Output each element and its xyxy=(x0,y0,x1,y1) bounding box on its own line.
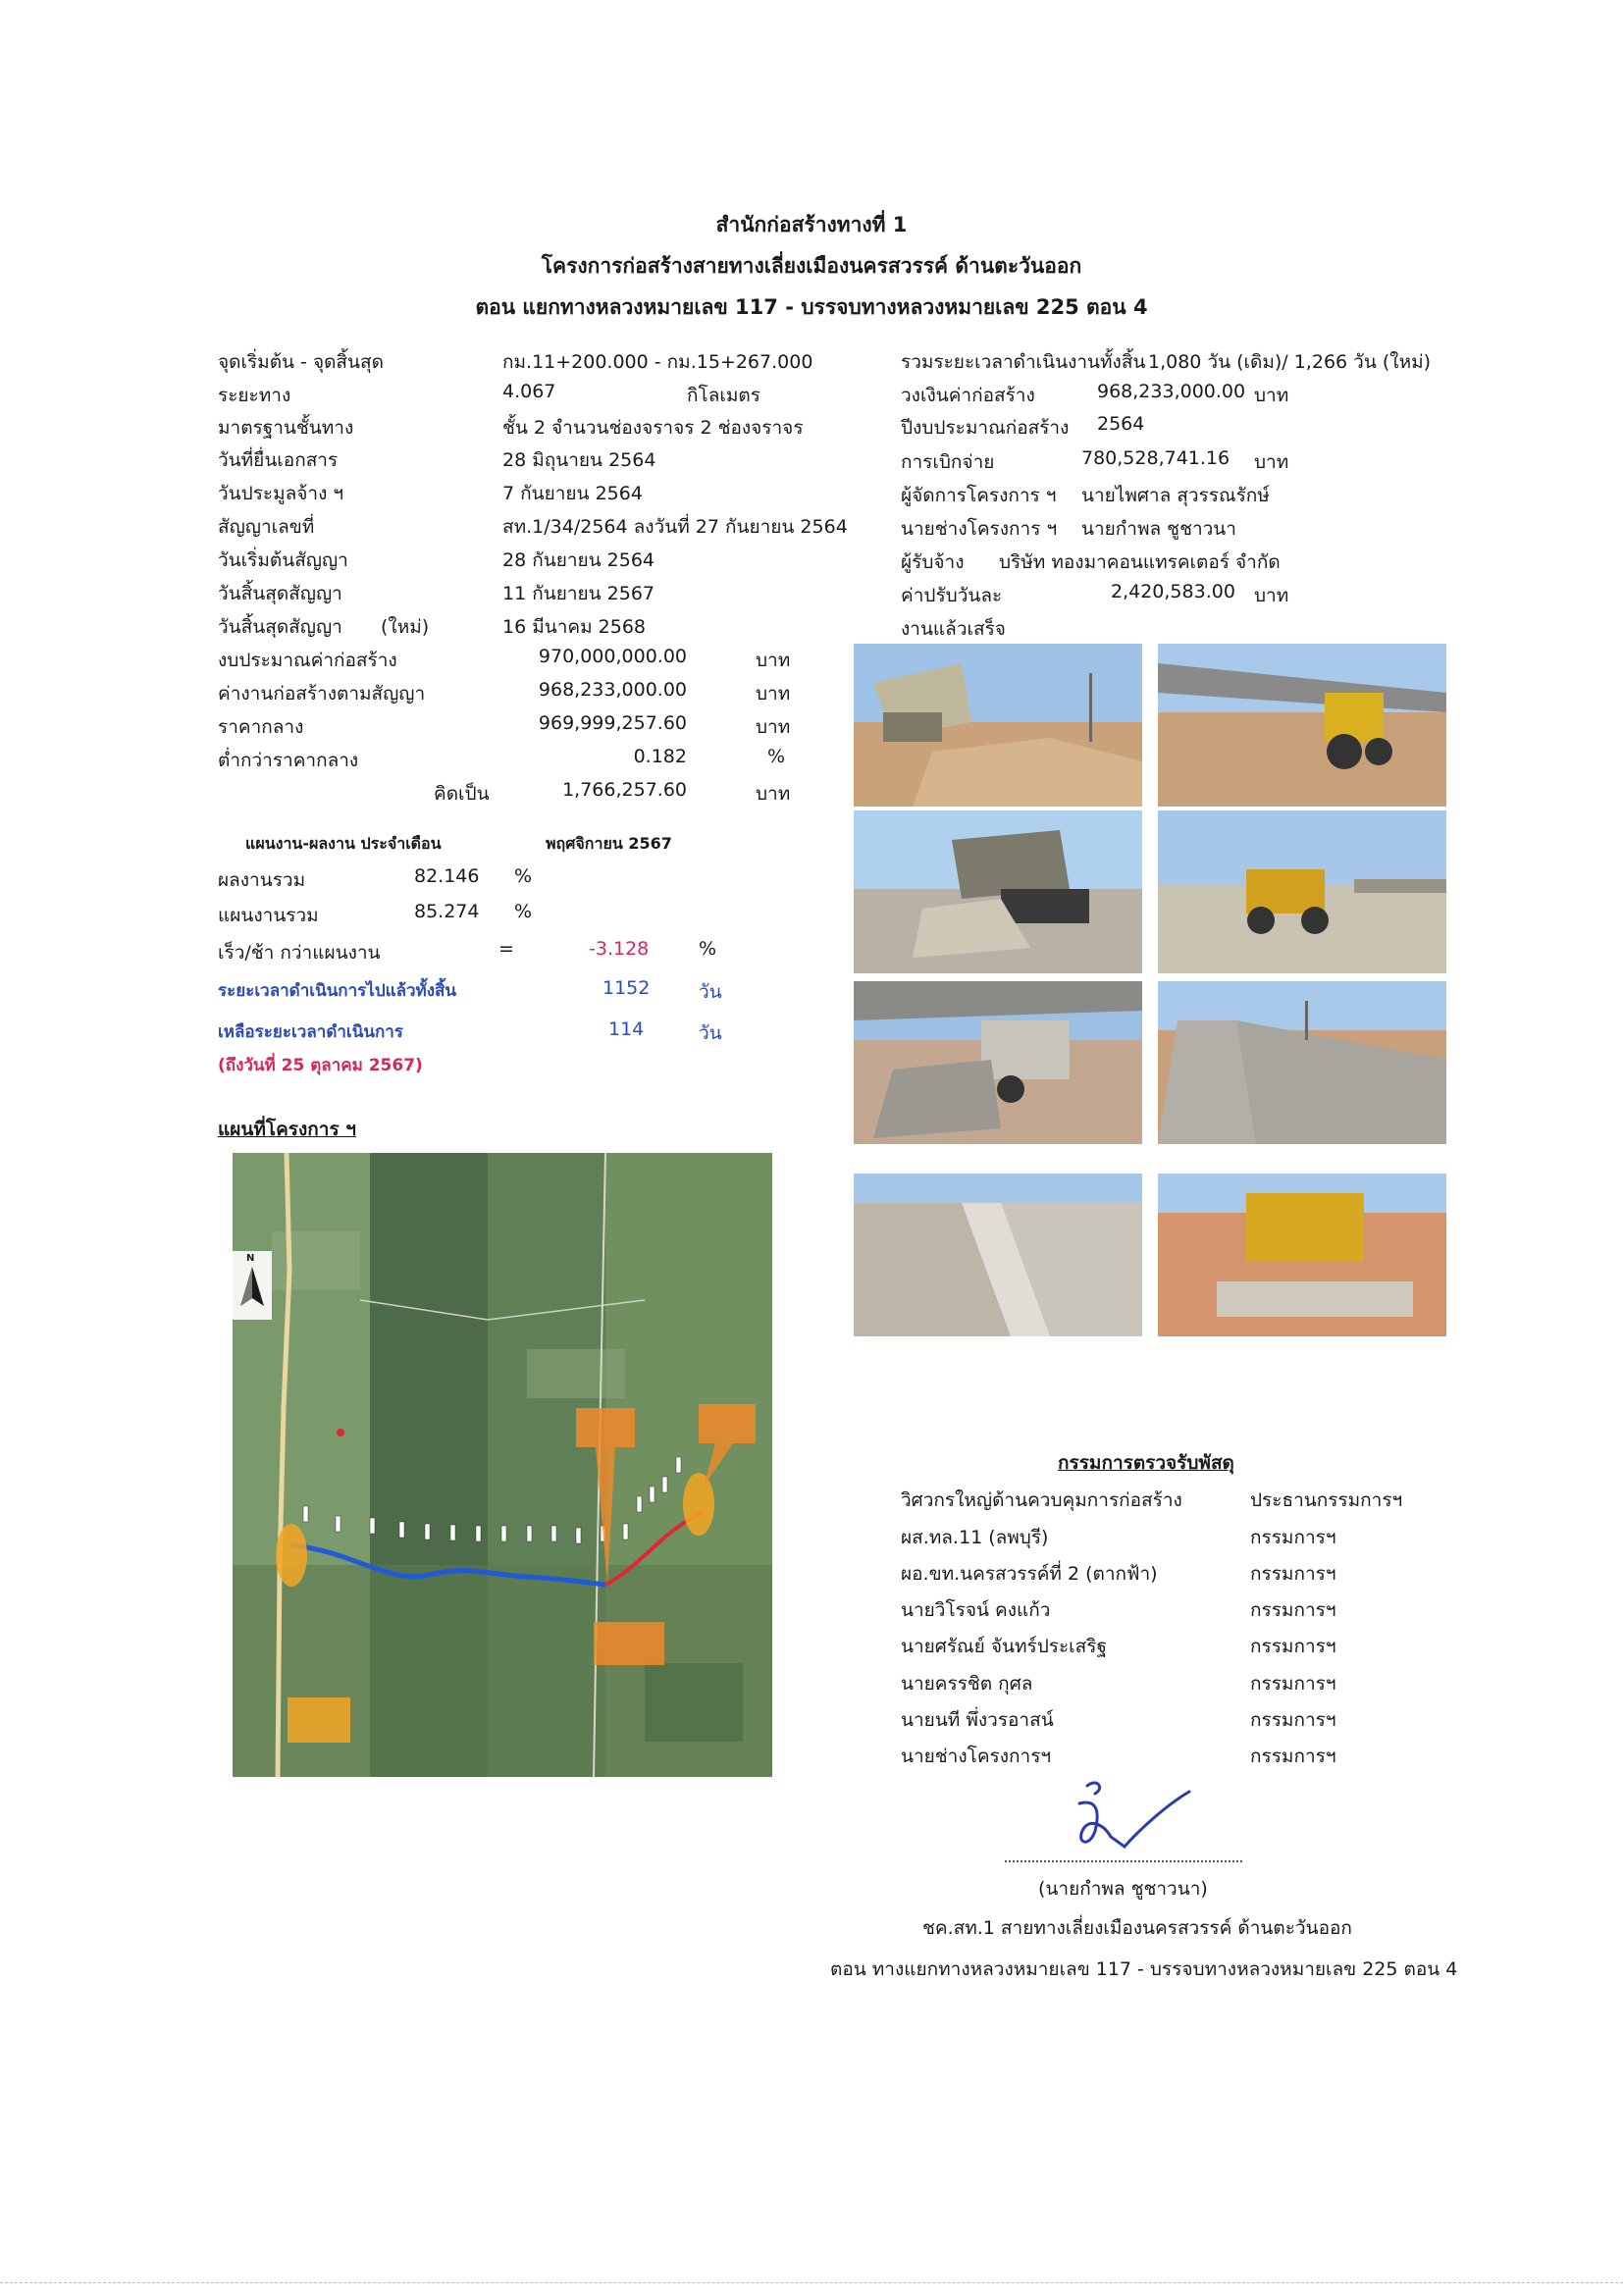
pm-value: นายไพศาล สุวรรณรักษ์ xyxy=(1081,485,1270,506)
construction-photo-8 xyxy=(1158,1174,1446,1336)
committee-role: กรรมการฯ xyxy=(1250,1527,1336,1548)
committee-member: วิศวกรใหญ่ด้านควบคุมการก่อสร้าง xyxy=(901,1489,1182,1511)
budget-label: งบประมาณค่าก่อสร้าง xyxy=(218,650,397,671)
committee-member: นายนที พึ่งวรอาสน์ xyxy=(901,1709,1054,1731)
as-of-date: (ถึงวันที่ 25 ตุลาคม 2567) xyxy=(218,1056,423,1075)
diff-value: -3.128 xyxy=(589,938,650,960)
committee-member: ผอ.ขท.นครสวรรค์ที่ 2 (ตากฟ้า) xyxy=(901,1563,1158,1585)
committee-member: นายวิโรจน์ คงแก้ว xyxy=(901,1599,1051,1621)
fine-label: ค่าปรับวันละ xyxy=(901,585,1003,606)
route-blue xyxy=(291,1545,605,1585)
progress-heading: แผนงาน-ผลงาน ประจำเดือน xyxy=(245,834,442,853)
budget-unit: บาท xyxy=(756,683,791,704)
info-value: 28 กันยายน 2564 xyxy=(502,549,655,571)
duration-label: รวมระยะเวลาดำเนินงานทั้งสิ้น xyxy=(901,351,1146,373)
budget-value: 1,766,257.60 xyxy=(562,779,687,801)
budget-label: ราคากลาง xyxy=(218,716,304,738)
committee-role: กรรมการฯ xyxy=(1250,1563,1336,1585)
diff-equals: = xyxy=(498,938,514,960)
info-label: มาตรฐานชั้นทาง xyxy=(218,417,354,439)
signer-position: ชค.สท.1 สายทางเลี่ยงเมืองนครสวรรค์ ด้านตะวันออก xyxy=(922,1917,1352,1939)
result-unit: % xyxy=(514,865,533,887)
plan-label: แผนงานรวม xyxy=(218,905,319,926)
construction-photo-6 xyxy=(1158,981,1446,1144)
disbursement-value: 780,528,741.16 xyxy=(1081,447,1230,469)
progress-month: พฤศจิกายน 2567 xyxy=(546,834,672,853)
info-label: จุดเริ่มต้น - จุดสิ้นสุด xyxy=(218,351,384,373)
elapsed-label: ระยะเวลาดำเนินการไปแล้วทั้งสิ้น xyxy=(218,981,457,1001)
info-value: 28 มิถุนายน 2564 xyxy=(502,449,656,471)
contractor-label: ผู้รับจ้าง xyxy=(901,551,965,573)
info-value: 4.067 xyxy=(502,381,556,402)
signature-mark xyxy=(1040,1774,1207,1862)
remain-unit: วัน xyxy=(699,1022,722,1044)
header-line-3: ตอน แยกทางหลวงหมายเลข 117 - บรรจบทางหลวงหมายเลข 225 ตอน 4 xyxy=(475,295,1148,319)
signature-line xyxy=(1005,1860,1242,1862)
engineer-value: นายกำพล ชูชาวนา xyxy=(1081,518,1236,540)
contract-value: 968,233,000.00 xyxy=(1097,381,1246,402)
budget-unit: บาท xyxy=(756,650,791,671)
disbursement-label: การเบิกจ่าย xyxy=(901,451,995,473)
header-line-1: สำนักก่อสร้างทางที่ 1 xyxy=(715,213,908,236)
construction-photo-5 xyxy=(854,981,1142,1144)
committee-role: กรรมการฯ xyxy=(1250,1599,1336,1621)
bottom-divider xyxy=(0,2282,1623,2283)
construction-photo-3 xyxy=(854,810,1142,973)
info-value: สท.1/34/2564 ลงวันที่ 27 กันยายน 2564 xyxy=(502,516,848,538)
elapsed-value: 1152 xyxy=(602,977,651,999)
map-heading: แผนที่โครงการ ฯ xyxy=(218,1119,356,1140)
info-value: ชั้น 2 จำนวนช่องจราจร 2 ช่องจราจร xyxy=(502,417,804,439)
budget-unit: บาท xyxy=(756,716,791,738)
committee-member: นายครรชิต กุศล xyxy=(901,1673,1033,1695)
info-label: วันเริ่มต้นสัญญา xyxy=(218,549,348,571)
contract-unit: บาท xyxy=(1254,385,1289,406)
construction-photo-1 xyxy=(854,644,1142,807)
committee-heading: กรรมการตรวจรับพัสดุ xyxy=(1058,1452,1234,1474)
signer-section: ตอน ทางแยกทางหลวงหมายเลข 117 - บรรจบทางหลวงหมายเลข 225 ตอน 4 xyxy=(830,1958,1458,1980)
fiscal-value: 2564 xyxy=(1097,413,1145,435)
signer-name: (นายกำพล ชูชาวนา) xyxy=(1038,1878,1208,1900)
construction-photo-2 xyxy=(1158,644,1446,807)
info-value: กม.11+200.000 - กม.15+267.000 xyxy=(502,351,813,373)
pm-label: ผู้จัดการโครงการ ฯ xyxy=(901,485,1057,506)
budget-value: 969,999,257.60 xyxy=(538,712,687,734)
route-overlay xyxy=(233,1153,772,1777)
info-unit: กิโลเมตร xyxy=(687,385,760,406)
info-label-note: (ใหม่) xyxy=(381,616,430,638)
elapsed-unit: วัน xyxy=(699,981,722,1003)
construction-photo-4 xyxy=(1158,810,1446,973)
construction-photo-7 xyxy=(854,1174,1142,1336)
info-label: วันสิ้นสุดสัญญา xyxy=(218,616,342,638)
plan-value: 85.274 xyxy=(414,901,480,922)
diff-label: เร็ว/ช้า กว่าแผนงาน xyxy=(218,942,381,964)
budget-unit: บาท xyxy=(756,783,791,805)
info-label: วันประมูลจ้าง ฯ xyxy=(218,483,344,504)
committee-role: กรรมการฯ xyxy=(1250,1709,1336,1731)
remain-value: 114 xyxy=(608,1018,645,1040)
result-label: ผลงานรวม xyxy=(218,869,306,891)
budget-unit: % xyxy=(767,746,786,767)
budget-value: 970,000,000.00 xyxy=(538,646,687,667)
committee-role: กรรมการฯ xyxy=(1250,1636,1336,1657)
diff-unit: % xyxy=(699,938,717,960)
committee-role: กรรมการฯ xyxy=(1250,1673,1336,1695)
info-value: 11 กันยายน 2567 xyxy=(502,583,655,604)
info-value: 7 กันยายน 2564 xyxy=(502,483,643,504)
committee-role: ประธานกรรมการฯ xyxy=(1250,1489,1403,1511)
duration-value: 1,080 วัน (เดิม)/ 1,266 วัน (ใหม่) xyxy=(1148,351,1432,373)
budget-label: ค่างานก่อสร้างตามสัญญา xyxy=(218,683,426,704)
done-label: งานแล้วเสร็จ xyxy=(901,618,1006,640)
info-label: ระยะทาง xyxy=(218,385,291,406)
fiscal-label: ปีงบประมาณก่อสร้าง xyxy=(901,417,1070,439)
remain-label: เหลือระยะเวลาดำเนินการ xyxy=(218,1022,403,1042)
info-value: 16 มีนาคม 2568 xyxy=(502,616,647,638)
north-label: N xyxy=(246,1253,255,1264)
contract-label: วงเงินค่าก่อสร้าง xyxy=(901,385,1035,406)
budget-label: ต่ำกว่าราคากลาง xyxy=(218,750,359,771)
fine-unit: บาท xyxy=(1254,585,1289,606)
committee-member: นายศรัณย์ จันทร์ประเสริฐ xyxy=(901,1636,1107,1657)
project-map xyxy=(233,1153,772,1777)
committee-member: ผส.ทล.11 (ลพบุรี) xyxy=(901,1527,1049,1548)
fine-value: 2,420,583.00 xyxy=(1111,581,1235,602)
disbursement-unit: บาท xyxy=(1254,451,1289,473)
plan-unit: % xyxy=(514,901,533,922)
info-label: วันสิ้นสุดสัญญา xyxy=(218,583,342,604)
header-line-2: โครงการก่อสร้างสายทางเลี่ยงเมืองนครสวรรค์ ด้านตะวันออก xyxy=(541,254,1082,278)
budget-value: 968,233,000.00 xyxy=(538,679,687,701)
committee-member: นายช่างโครงการฯ xyxy=(901,1746,1052,1767)
budget-value: 0.182 xyxy=(633,746,687,767)
committee-role: กรรมการฯ xyxy=(1250,1746,1336,1767)
budget-label: คิดเป็น xyxy=(434,783,490,805)
info-label: วันที่ยื่นเอกสาร xyxy=(218,449,339,471)
contractor-value: บริษัท ทองมาคอนแทรคเตอร์ จำกัด xyxy=(999,551,1281,573)
info-label: สัญญาเลขที่ xyxy=(218,516,315,538)
result-value: 82.146 xyxy=(414,865,480,887)
engineer-label: นายช่างโครงการ ฯ xyxy=(901,518,1058,540)
